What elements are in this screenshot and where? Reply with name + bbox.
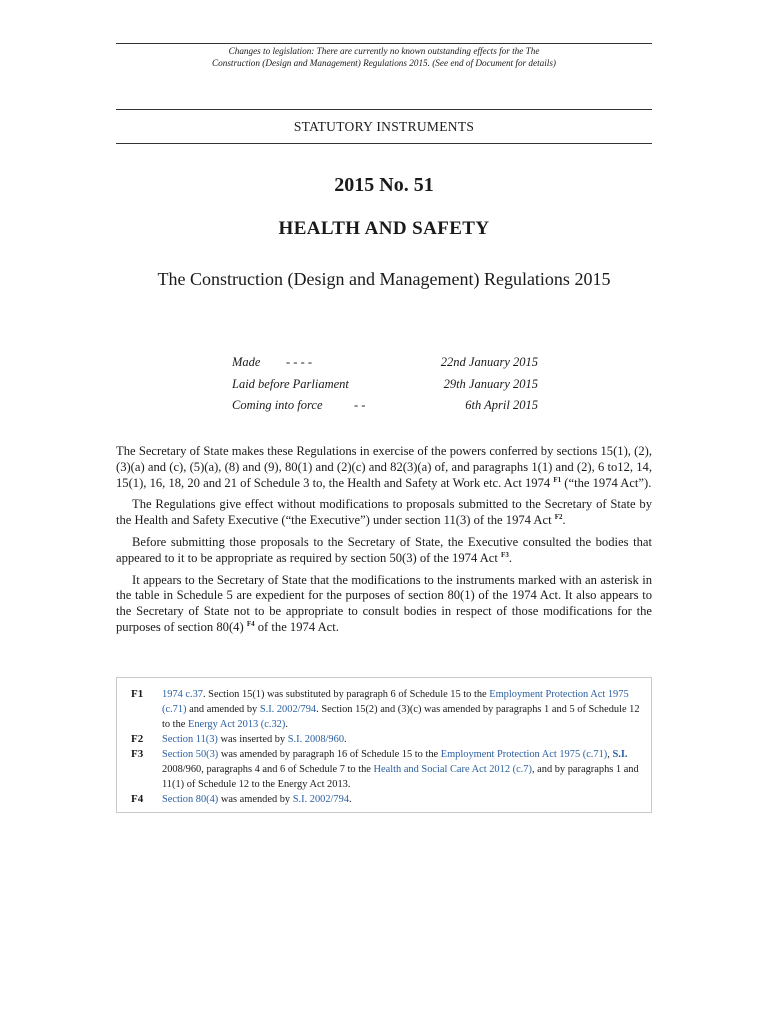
footnote-link[interactable]: S.I. 2002/794 [259, 704, 317, 715]
footnote-ref-f2[interactable]: F2 [554, 513, 563, 521]
footnote-text: . [285, 719, 288, 730]
date-row-laid [232, 377, 538, 399]
footnote-text: . [344, 734, 347, 745]
footnote-text: . Section 15(2) and (3)(c) was amended by paragraphs 1 and 5 of Schedule 12 to the [162, 704, 640, 730]
document-title: The Construction (Design and Management) Regulations 2015 [157, 269, 611, 289]
footnote-ref-f1[interactable]: F1 [553, 475, 562, 484]
footnote-f2 [117, 732, 651, 747]
paragraph-tail: . [562, 513, 566, 528]
date-dashes: - - [354, 398, 366, 412]
footnote-text: and amended by [186, 704, 260, 715]
paragraph-text: The Regulations give effect without modifications to proposals submitted to the Secretary of State by the Health and Safety Executive (“the Executive”) under section 11(3) of the 1974 Act [116, 497, 652, 528]
footnote-ref-f4[interactable]: F4 [246, 619, 255, 628]
preamble-paragraph-3 [116, 535, 652, 567]
series-bottom-rule [116, 143, 652, 144]
preamble [116, 444, 652, 642]
footnote-label: F1 [131, 688, 144, 700]
paragraph-text: Before submitting those proposals to the Secretary of State, the Executive consulted the bodies that appeared to it to be appropriate as required by section 50(3) of the 1974 Act [116, 534, 652, 565]
footnote-link[interactable]: 1974 c.37 [162, 689, 203, 700]
date-dashes: - - - - [286, 355, 313, 369]
paragraph-tail: (“the 1974 Act”). [561, 475, 652, 490]
footnote-text: was inserted by [217, 734, 288, 745]
series-heading: STATUTORY INSTRUMENTS [293, 119, 475, 134]
footnote-link[interactable]: Section 80(4) [162, 794, 219, 805]
date-label: Made [232, 355, 261, 369]
changes-notice-line1: Changes to legislation: There are currently no known outstanding effects for the The [228, 46, 540, 56]
footnote-link[interactable]: S.I. 2002/794 [292, 794, 350, 805]
footnote-link[interactable]: Employment Protection Act 1975 (c.71) [440, 749, 608, 760]
series-top-rule [116, 109, 652, 110]
footnote-f3 [117, 747, 651, 792]
date-value: 22nd January 2015 [440, 355, 538, 369]
footnote-f4 [117, 792, 651, 807]
footnote-text: was amended by [218, 794, 293, 805]
footnote-link[interactable]: S.I. 2008/960 [287, 734, 345, 745]
footnote-ref-f3[interactable]: F3 [501, 550, 509, 559]
footnote-link[interactable]: Health and Social Care Act 2012 (c.7) [373, 764, 532, 775]
footnote-label: F3 [131, 748, 144, 760]
date-value: 6th April 2015 [465, 398, 538, 412]
top-rule [116, 43, 652, 44]
footnote-link[interactable]: S.I. [612, 749, 628, 760]
footnote-text: 2008/960, paragraphs 4 and 6 of Schedule 7 to the [162, 764, 374, 775]
date-row-made [232, 355, 538, 377]
footnote-link[interactable]: Section 50(3) [162, 749, 219, 760]
subject-heading: HEALTH AND SAFETY [278, 218, 490, 239]
dates-table [232, 355, 538, 420]
footnote-f1 [117, 687, 651, 732]
date-row-coming-into-force [232, 398, 538, 420]
changes-notice-line2: Construction (Design and Management) Regulations 2015. (See end of Document for details) [212, 58, 556, 68]
footnote-link[interactable]: Employment Protection Act 1975 (c.71) [162, 689, 629, 715]
date-label: Coming into force [232, 398, 323, 412]
date-label: Laid before Parliament [232, 376, 349, 391]
footnotes-box [116, 677, 652, 813]
footnote-link[interactable]: Energy Act 2013 (c.32) [187, 719, 286, 730]
footnote-text: . [349, 794, 352, 805]
preamble-paragraph-4 [116, 573, 652, 636]
footnote-label: F4 [131, 793, 144, 805]
instrument-number: 2015 No. 51 [334, 174, 434, 196]
paragraph-tail: of the 1974 Act. [254, 619, 339, 634]
footnote-text: . Section 15(1) was substituted by paragraph 6 of Schedule 15 to the [202, 689, 490, 700]
preamble-paragraph-1 [116, 444, 652, 491]
footnote-text: was amended by paragraph 16 of Schedule 15 to the [218, 749, 441, 760]
date-value: 29th January 2015 [443, 376, 538, 391]
changes-notice [116, 45, 652, 69]
preamble-paragraph-2 [116, 497, 652, 529]
paragraph-text: The Secretary of State makes these Regulations in exercise of the powers conferred by sections 15(1), (2), (3)(a) and (c), (5)(a), (8) and (9), 80(1) and (2)(c) and 82(3)(a) of, and paragraphs 1(1) and (2), 6 to12, 14, 15(1), 16, 18, 20 and 21 of Schedule 3 to, the Health and Safety at Work etc. Act 1974 [116, 444, 652, 490]
footnote-link[interactable]: Section 11(3) [162, 734, 218, 745]
paragraph-text: It appears to the Secretary of State that the modifications to the instruments marked with an asterisk in the table in Schedule 5 are expedient for the purposes of section 80(1) of the 1974 Act. It also appears to the Secretary of State not to be appropriate to consult bodies in respect of those modifications for the purposes of section 80(4) [116, 572, 652, 634]
footnote-text: , [607, 749, 613, 760]
paragraph-tail: . [508, 550, 512, 565]
footnote-text: , and by paragraphs 1 and 11(1) of Schedule 12 to the Energy Act 2013. [162, 764, 639, 790]
footnote-label: F2 [131, 733, 144, 745]
